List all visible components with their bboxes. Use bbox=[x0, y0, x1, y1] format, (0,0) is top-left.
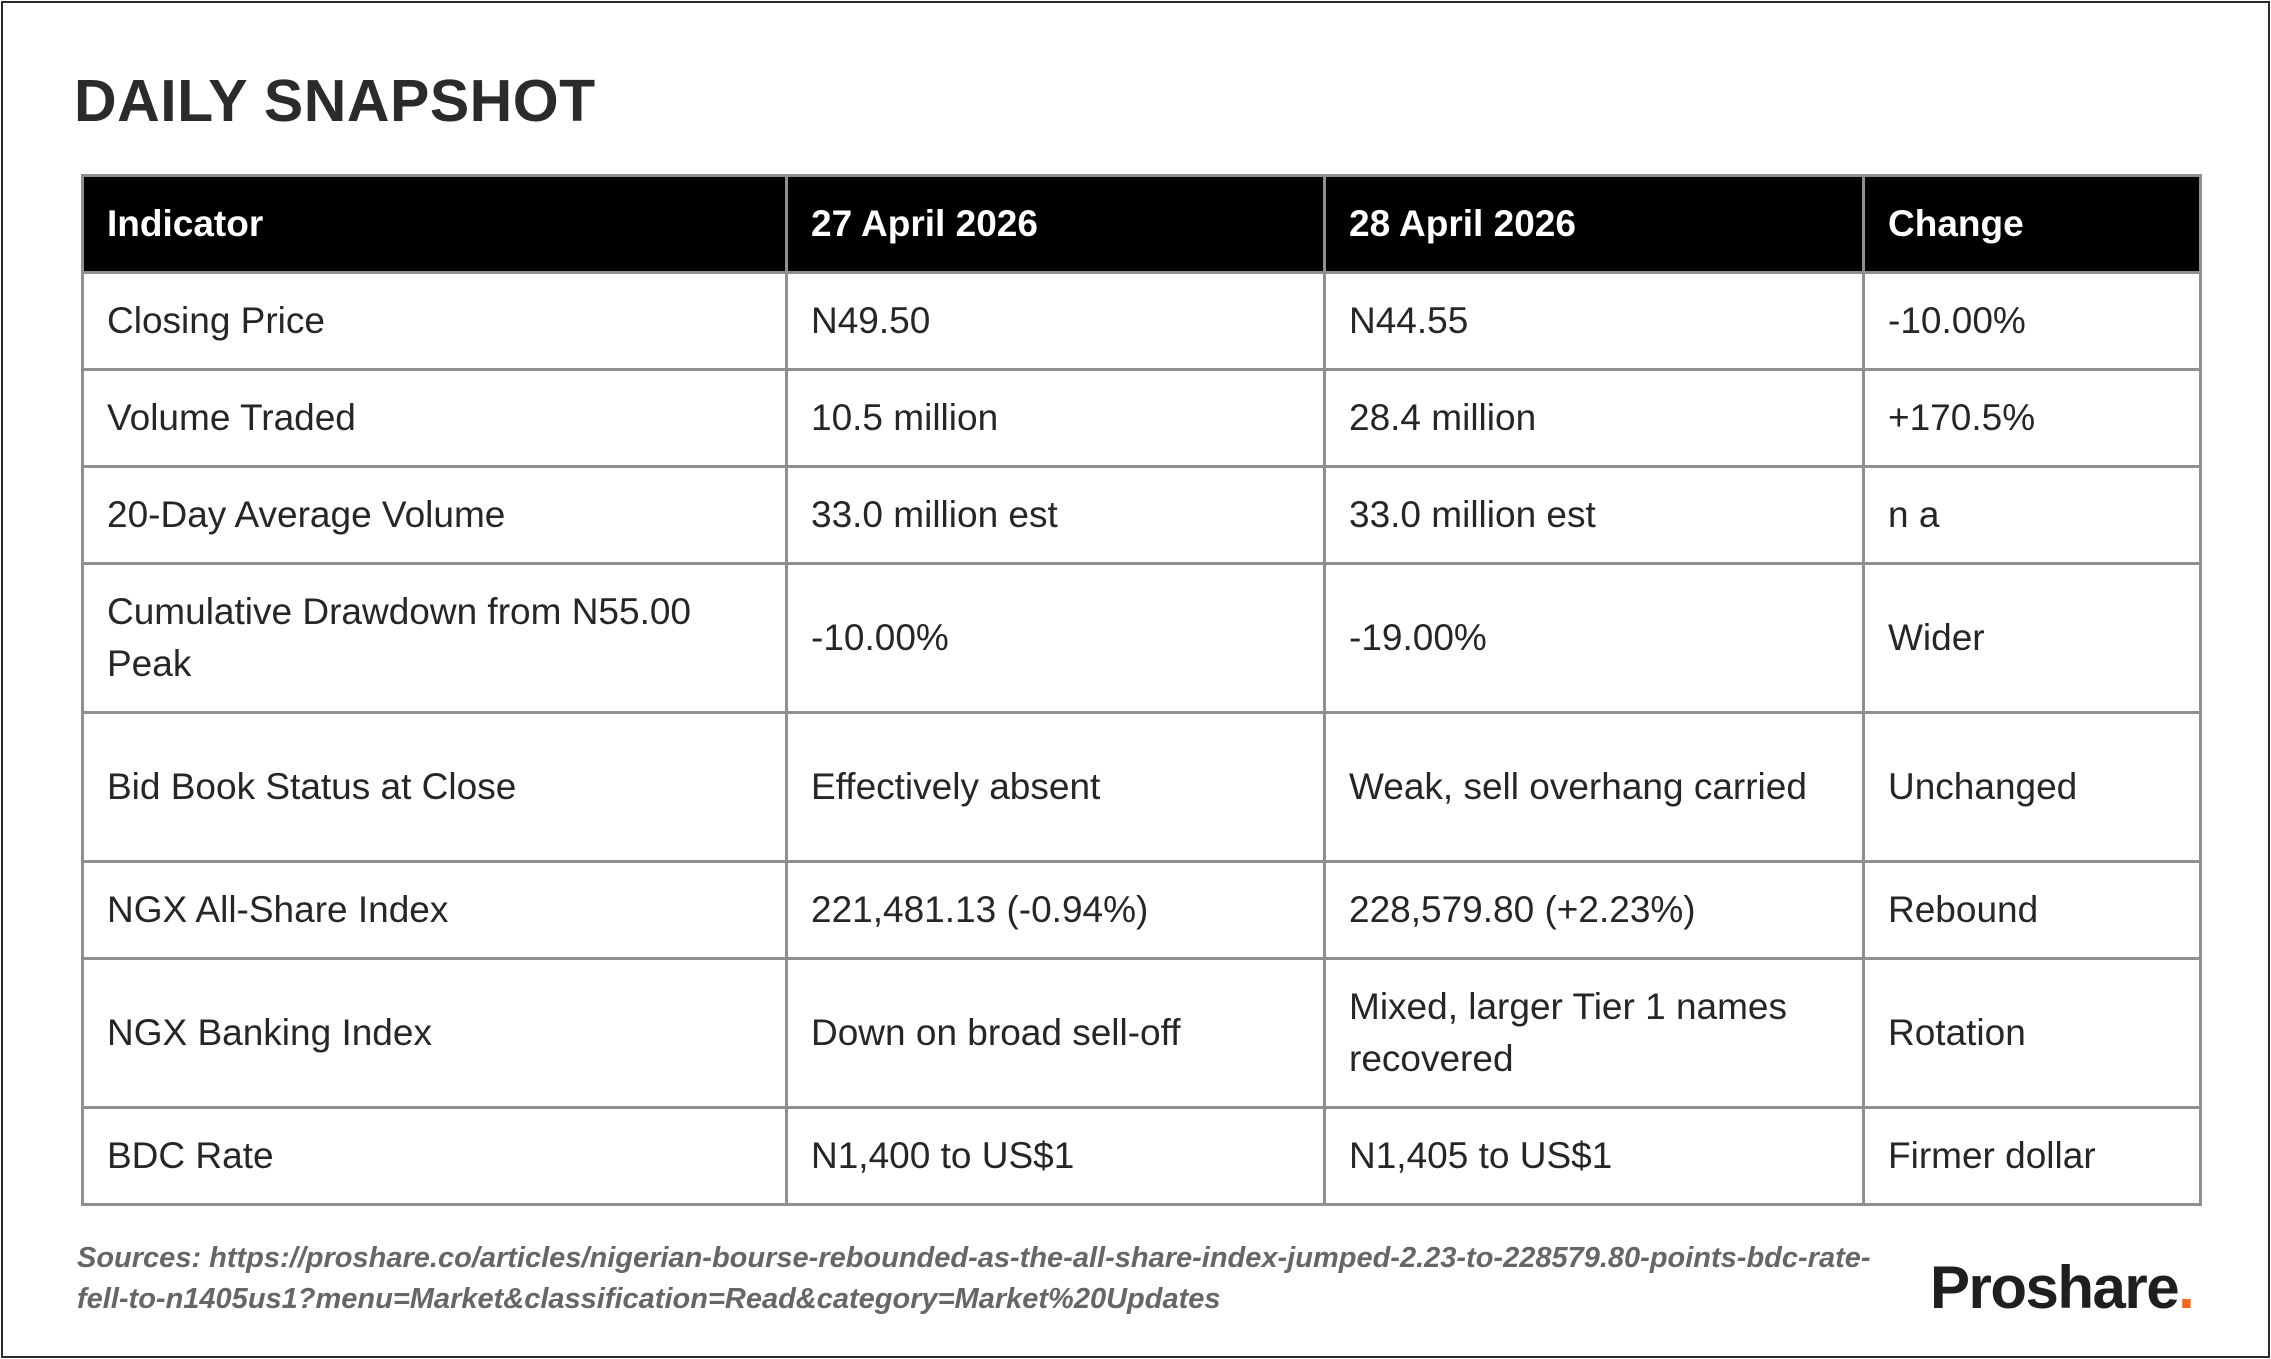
cell-change: Wider bbox=[1864, 564, 2201, 713]
cell-value-1: -10.00% bbox=[787, 564, 1325, 713]
cell-indicator: NGX All-Share Index bbox=[83, 862, 787, 959]
cell-indicator: 20-Day Average Volume bbox=[83, 467, 787, 564]
table-header-row bbox=[83, 176, 2201, 273]
table-row bbox=[83, 273, 2201, 370]
table-row bbox=[83, 370, 2201, 467]
cell-value-1: 221,481.13 (-0.94%) bbox=[787, 862, 1325, 959]
cell-value-1: Down on broad sell-off bbox=[787, 959, 1325, 1108]
page-title: DAILY SNAPSHOT bbox=[74, 68, 596, 134]
cell-indicator: Volume Traded bbox=[83, 370, 787, 467]
cell-change: n a bbox=[1864, 467, 2201, 564]
logo-dot: . bbox=[2178, 1254, 2194, 1321]
table-row bbox=[83, 713, 2201, 862]
table-row bbox=[83, 1108, 2201, 1205]
cell-value-1: Effectively absent bbox=[787, 713, 1325, 862]
proshare-logo bbox=[1930, 1254, 2194, 1321]
cell-value-2: Weak, sell overhang carried bbox=[1325, 713, 1864, 862]
cell-change: -10.00% bbox=[1864, 273, 2201, 370]
header-change: Change bbox=[1864, 176, 2201, 273]
cell-value-2: Mixed, larger Tier 1 names recovered bbox=[1325, 959, 1864, 1108]
cell-value-2: 33.0 million est bbox=[1325, 467, 1864, 564]
cell-indicator: Bid Book Status at Close bbox=[83, 713, 787, 862]
table-row bbox=[83, 959, 2201, 1108]
cell-value-1: 33.0 million est bbox=[787, 467, 1325, 564]
cell-value-2: -19.00% bbox=[1325, 564, 1864, 713]
cell-indicator: NGX Banking Index bbox=[83, 959, 787, 1108]
cell-change: Rotation bbox=[1864, 959, 2201, 1108]
cell-change: Unchanged bbox=[1864, 713, 2201, 862]
cell-value-1: N49.50 bbox=[787, 273, 1325, 370]
table-row bbox=[83, 467, 2201, 564]
header-indicator: Indicator bbox=[83, 176, 787, 273]
cell-value-2: N44.55 bbox=[1325, 273, 1864, 370]
logo-text: Proshare bbox=[1930, 1254, 2179, 1321]
header-date-1: 27 April 2026 bbox=[787, 176, 1325, 273]
snapshot-table bbox=[81, 174, 2202, 1206]
table-row bbox=[83, 862, 2201, 959]
cell-indicator: BDC Rate bbox=[83, 1108, 787, 1205]
table-row bbox=[83, 564, 2201, 713]
cell-indicator: Cumulative Drawdown from N55.00 Peak bbox=[83, 564, 787, 713]
cell-value-2: 228,579.80 (+2.23%) bbox=[1325, 862, 1864, 959]
sources-note: Sources: https://proshare.co/articles/nigerian-bourse-rebounded-as-the-all-share-index-jumped-2.23-to-228579.80-points-bdc-rate-fell-to-n1405us1?menu=Market&classification=Read&category=Market%20Updates bbox=[77, 1242, 1871, 1315]
cell-value-1: 10.5 million bbox=[787, 370, 1325, 467]
cell-indicator: Closing Price bbox=[83, 273, 787, 370]
cell-change: Rebound bbox=[1864, 862, 2201, 959]
cell-value-1: N1,400 to US$1 bbox=[787, 1108, 1325, 1205]
cell-change: Firmer dollar bbox=[1864, 1108, 2201, 1205]
header-date-2: 28 April 2026 bbox=[1325, 176, 1864, 273]
cell-change: +170.5% bbox=[1864, 370, 2201, 467]
cell-value-2: N1,405 to US$1 bbox=[1325, 1108, 1864, 1205]
cell-value-2: 28.4 million bbox=[1325, 370, 1864, 467]
